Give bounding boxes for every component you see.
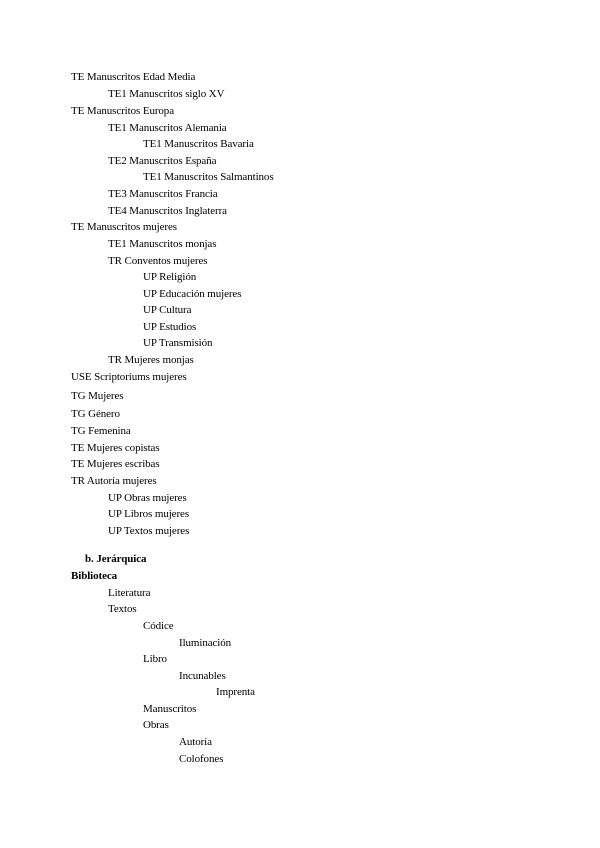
term-line: TG Mujeres xyxy=(71,390,124,402)
hierarchy-node: Literatura xyxy=(108,587,151,599)
term-line: UP Textos mujeres xyxy=(108,525,190,537)
term-line: TE Manuscritos Edad Media xyxy=(71,71,196,83)
hierarchy-node: Textos xyxy=(108,603,137,615)
hierarchy-node: Códice xyxy=(143,620,174,632)
term-line: TE2 Manuscritos España xyxy=(108,155,217,167)
term-line: TR Autoría mujeres xyxy=(71,475,157,487)
term-line: UP Obras mujeres xyxy=(108,492,187,504)
term-line: TE1 Manuscritos monjas xyxy=(108,238,217,250)
hierarchy-node: Obras xyxy=(143,719,169,731)
hierarchy-node: Incunables xyxy=(179,670,226,682)
hierarchy-node: Iluminación xyxy=(179,637,232,649)
term-line: TE3 Manuscritos Francia xyxy=(108,188,218,200)
term-line: UP Educación mujeres xyxy=(143,288,242,300)
term-line: TR Conventos mujeres xyxy=(108,255,208,267)
term-line: TE4 Manuscritos Inglaterra xyxy=(108,205,227,217)
term-line: TE1 Manuscritos Salmantinos xyxy=(143,171,274,183)
term-line: TG Femenina xyxy=(71,425,131,437)
term-line: TE Mujeres escribas xyxy=(71,458,160,470)
term-line: TE1 Manuscritos Alemania xyxy=(108,122,227,134)
term-line: TE Mujeres copistas xyxy=(71,442,160,454)
hierarchy-node: Autoría xyxy=(179,736,212,748)
term-line: USE Scriptoriums mujeres xyxy=(71,371,187,383)
term-line: TR Mujeres monjas xyxy=(108,354,194,366)
term-line: TG Género xyxy=(71,408,120,420)
hierarchy-node: Imprenta xyxy=(216,686,255,698)
term-line: UP Cultura xyxy=(143,304,192,316)
term-line: UP Religión xyxy=(143,271,197,283)
term-line: TE1 Manuscritos siglo XV xyxy=(108,88,225,100)
term-line: TE1 Manuscritos Bavaria xyxy=(143,138,254,150)
term-line: TE Manuscritos mujeres xyxy=(71,221,177,233)
hierarchy-node: Manuscritos xyxy=(143,703,197,715)
hierarchy-node: Libro xyxy=(143,653,167,665)
section-heading: b. Jerárquica xyxy=(85,553,147,565)
term-line: UP Estudios xyxy=(143,321,197,333)
term-line: TE Manuscritos Europa xyxy=(71,105,174,117)
term-line: UP Transmisión xyxy=(143,337,213,349)
hierarchy-root: Biblioteca xyxy=(71,570,118,582)
term-line: UP Libros mujeres xyxy=(108,508,189,520)
hierarchy-node: Colofones xyxy=(179,753,224,765)
